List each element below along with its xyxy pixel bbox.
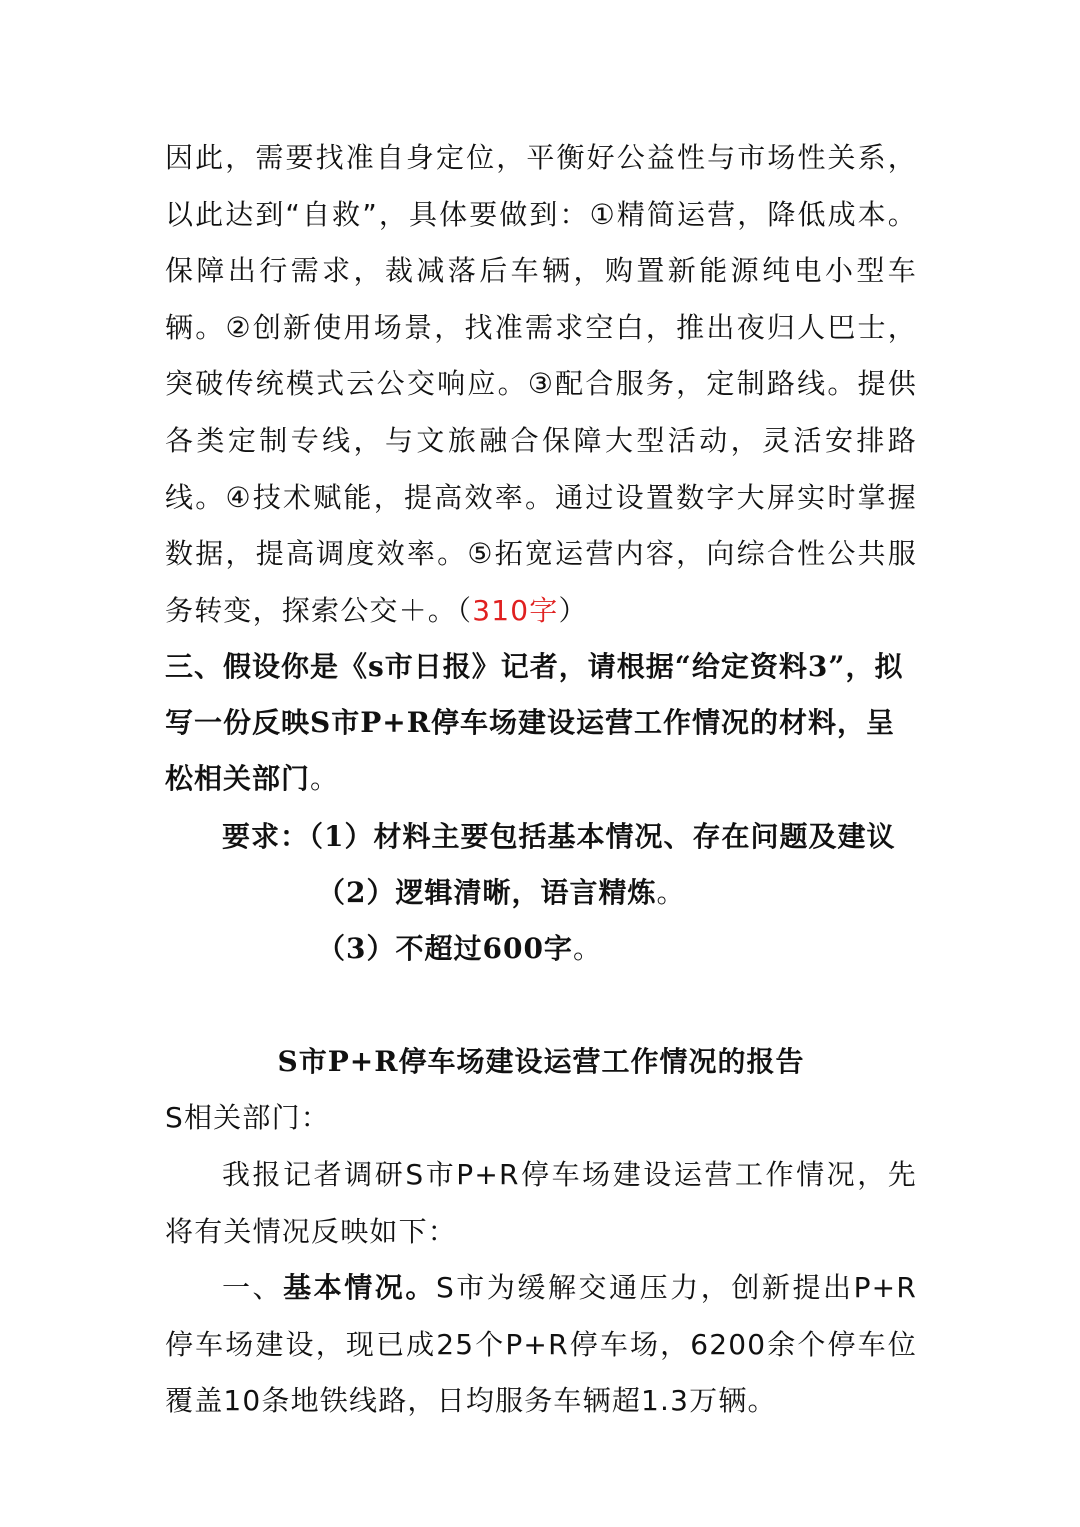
question-tail: 松相关部门: [165, 762, 311, 796]
requirement-2-period: 。: [656, 876, 686, 910]
answer-close-paren: ）: [558, 593, 588, 627]
report-title: S市P+R停车场建设运营工作情况的报告: [277, 1045, 805, 1079]
question-main: 三、假设你是《s市日报》记者，请根据“给定资料3”，拟写一份反映S市P+R停车场建设运营工作情况的材料，呈: [165, 650, 904, 740]
word-count: 310字: [472, 593, 559, 627]
spacer: [165, 977, 917, 1034]
requirement-2-text: （2）逻辑清晰，语言精炼: [317, 876, 657, 910]
requirement-3-text: （3）不超过600字: [317, 932, 573, 966]
report-section-1: [165, 1260, 917, 1430]
document-page: [165, 130, 917, 1430]
section-1-label: 一、: [222, 1271, 284, 1305]
requirements-block: [165, 809, 917, 977]
section-1-body: S市为缓解交通压力，创新提出P+R停车场建设，现已成25个P+R停车场，6200余个停车位覆盖10条地铁线路，日均服务车辆超1.3万辆。: [165, 1271, 917, 1418]
question-prompt: [165, 639, 917, 807]
requirement-3-period: 。: [572, 932, 602, 966]
report-salutation: S相关部门：: [165, 1101, 330, 1135]
requirement-2: [165, 865, 917, 921]
answer-text: 因此，需要找准自身定位，平衡好公益性与市场性关系，以此达到“自救”，具体要做到：①精简运营，降低成本。保障出行需求，裁减落后车辆，购置新能源纯电小型车辆。②创新使用场景，找准需求空白，推出夜归人巴士，突破传统模式云公交响应。③配合服务，定制路线。提供各类定制专线，与文旅融合保障大型活动，灵活安排路线。④技术赋能，提高效率。通过设置数字大屏实时掌握数据，提高调度效率。⑤拓宽运营内容，向综合性公共服务转变，探索公交＋。（: [165, 141, 917, 627]
question-tail-period: 。: [310, 762, 340, 796]
section-1-heading: 基本情况。: [283, 1271, 436, 1305]
answer-paragraph: [165, 130, 917, 639]
requirement-3: [165, 921, 917, 977]
report-intro: 我报记者调研S市P+R停车场建设运营工作情况，先将有关情况反映如下：: [165, 1157, 917, 1248]
requirement-1: 要求：（1）材料主要包括基本情况、存在问题及建议: [222, 820, 896, 854]
